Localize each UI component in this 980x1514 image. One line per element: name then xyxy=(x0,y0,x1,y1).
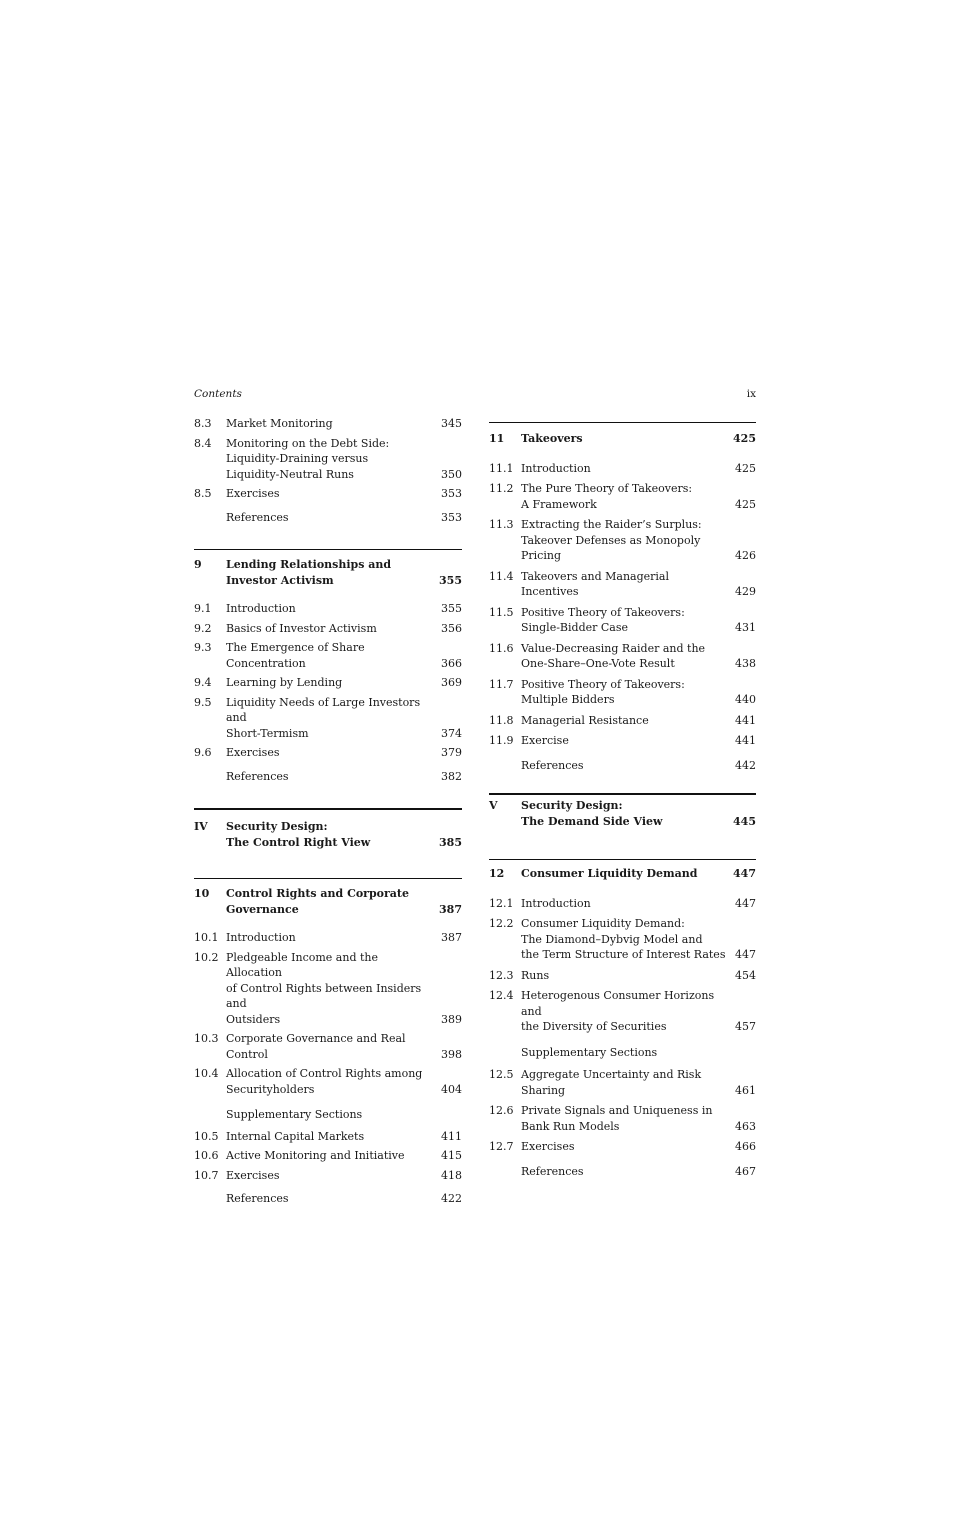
toc-section-entry[interactable] xyxy=(194,675,462,691)
toc-section-entry[interactable] xyxy=(194,695,462,742)
entry-number: 8.5 xyxy=(194,487,212,500)
toc-section-entry[interactable] xyxy=(194,1031,462,1062)
entry-page-number: 438 xyxy=(735,657,756,670)
entry-number: 10.5 xyxy=(194,1129,219,1143)
entry-number: 9 xyxy=(194,558,202,571)
toc-section-entry[interactable] xyxy=(489,1103,756,1134)
entry-title: Allocation of Control Rights among Securityholders xyxy=(226,1067,423,1096)
toc-section-entry[interactable] xyxy=(489,758,756,774)
entry-page-number: 353 xyxy=(441,487,462,500)
entry-title: Introduction xyxy=(226,931,296,944)
toc-section-entry[interactable] xyxy=(489,896,756,912)
chapter-divider-rule xyxy=(194,878,462,879)
entry-page-number: 441 xyxy=(735,713,756,727)
entry-page-number: 425 xyxy=(733,432,756,445)
toc-section-entry[interactable] xyxy=(194,601,462,617)
entry-title: Monitoring on the Debt Side: Liquidity-Draining versus Liquidity-Neutral Runs xyxy=(226,436,390,481)
entry-number: 12.1 xyxy=(489,896,514,910)
entry-page-number: 350 xyxy=(441,467,462,481)
entry-title: Value-Decreasing Raider and the One-Share–One-Vote Result xyxy=(521,641,706,670)
entry-number: 9.6 xyxy=(194,746,212,759)
toc-section-entry[interactable] xyxy=(194,436,462,483)
entry-page-number: 467 xyxy=(735,1164,756,1178)
toc-section-entry[interactable] xyxy=(194,1129,462,1145)
entry-number: 11.6 xyxy=(489,641,514,655)
toc-chapter-entry[interactable] xyxy=(194,819,462,850)
entry-title: References xyxy=(521,1164,584,1178)
entry-title: Learning by Lending xyxy=(226,676,343,689)
entry-title: Control Rights and Corporate Governance xyxy=(226,887,409,916)
entry-page-number: 355 xyxy=(441,602,462,615)
entry-page-number: 356 xyxy=(441,621,462,635)
page-number: ix xyxy=(746,388,756,400)
toc-section-entry[interactable] xyxy=(489,1045,756,1061)
entry-number: 11 xyxy=(489,432,505,445)
entry-number: 12.6 xyxy=(489,1104,514,1117)
entry-title: Security Design: The Demand Side View xyxy=(521,799,663,828)
toc-chapter-entry[interactable] xyxy=(194,886,462,917)
entry-page-number: 415 xyxy=(441,1149,462,1162)
entry-number: 10 xyxy=(194,887,210,900)
entry-title: Extracting the Raider’s Surplus: Takeover Defenses as Monopoly Pricing xyxy=(521,518,702,562)
toc-section-entry[interactable] xyxy=(489,605,756,636)
entry-title: Lending Relationships and Investor Activism xyxy=(226,558,392,587)
entry-title: Exercises xyxy=(226,1168,280,1182)
entry-number: 11.3 xyxy=(489,518,514,531)
toc-section-entry[interactable] xyxy=(489,1164,756,1180)
toc-section-entry[interactable] xyxy=(194,486,462,502)
entry-number: 10.1 xyxy=(194,931,219,944)
entry-title: Pledgeable Income and the Allocation of Control Rights between Insiders and Outsiders xyxy=(226,950,422,1026)
entry-page-number: 422 xyxy=(441,1192,462,1205)
entry-title: References xyxy=(226,510,289,524)
entry-page-number: 429 xyxy=(735,585,756,598)
entry-page-number: 389 xyxy=(441,1012,462,1026)
entry-page-number: 387 xyxy=(441,931,462,944)
entry-title: The Emergence of Share Concentration xyxy=(226,641,365,670)
entry-page-number: 387 xyxy=(439,902,462,916)
entry-page-number: 426 xyxy=(735,549,756,562)
entry-title: Introduction xyxy=(226,602,296,615)
entry-number: 9.5 xyxy=(194,695,212,709)
toc-section-entry[interactable] xyxy=(194,640,462,671)
entry-title: Market Monitoring xyxy=(226,417,333,430)
entry-number: 11.7 xyxy=(489,677,514,691)
entry-title: Liquidity Needs of Large Investors and Short-Termism xyxy=(226,695,421,740)
entry-page-number: 411 xyxy=(441,1129,462,1143)
toc-section-entry[interactable] xyxy=(489,988,756,1035)
entry-page-number: 441 xyxy=(735,734,756,747)
toc-section-entry[interactable] xyxy=(489,968,756,984)
entry-page-number: 442 xyxy=(735,758,756,772)
entry-number: 11.2 xyxy=(489,482,514,495)
entry-number: 12.5 xyxy=(489,1068,514,1081)
entry-title: Active Monitoring and Initiative xyxy=(226,1149,405,1162)
toc-section-entry[interactable] xyxy=(489,641,756,672)
entry-title: Runs xyxy=(521,968,550,982)
entry-number: 11.1 xyxy=(489,461,514,475)
toc-section-entry[interactable] xyxy=(489,713,756,729)
entry-number: 9.2 xyxy=(194,621,212,635)
toc-section-entry[interactable] xyxy=(489,461,756,477)
entry-title: Internal Capital Markets xyxy=(226,1129,365,1143)
entry-title: Private Signals and Uniqueness in Bank Run Models xyxy=(521,1104,713,1133)
entry-title: Consumer Liquidity Demand xyxy=(521,867,698,880)
entry-title: Managerial Resistance xyxy=(521,713,649,727)
toc-section-entry[interactable] xyxy=(194,1168,462,1184)
entry-number: 11.5 xyxy=(489,605,514,619)
entry-number: 9.1 xyxy=(194,602,212,615)
part-divider-rule xyxy=(489,793,756,795)
entry-number: 11.4 xyxy=(489,569,514,583)
entry-page-number: 454 xyxy=(735,968,756,982)
entry-title: Security Design: The Control Right View xyxy=(226,820,371,849)
entry-title: Supplementary Sections xyxy=(521,1045,658,1059)
entry-number: 12.3 xyxy=(489,968,514,982)
entry-title: Introduction xyxy=(521,896,591,910)
entry-page-number: 447 xyxy=(735,896,756,910)
toc-section-entry[interactable] xyxy=(489,916,756,963)
entry-title: References xyxy=(226,1192,289,1205)
entry-number: IV xyxy=(194,820,208,833)
entry-number: 11.8 xyxy=(489,713,514,727)
entry-page-number: 445 xyxy=(733,814,756,828)
toc-section-entry[interactable] xyxy=(489,677,756,708)
entry-title: Exercises xyxy=(226,746,280,759)
entry-page-number: 425 xyxy=(735,497,756,511)
entry-title: Consumer Liquidity Demand: The Diamond–Dybvig Model and the Term Structure of Interest Rates xyxy=(521,917,726,961)
toc-chapter-entry[interactable] xyxy=(489,431,756,447)
entry-title: References xyxy=(226,769,289,783)
toc-section-entry[interactable] xyxy=(194,1148,462,1164)
entry-page-number: 463 xyxy=(735,1119,756,1133)
toc-chapter-entry[interactable] xyxy=(489,866,756,882)
entry-page-number: 431 xyxy=(735,621,756,634)
entry-page-number: 457 xyxy=(735,1020,756,1033)
toc-section-entry[interactable] xyxy=(489,481,756,512)
chapter-divider-rule xyxy=(194,549,462,550)
toc-section-entry[interactable] xyxy=(489,569,756,600)
toc-section-entry[interactable] xyxy=(194,510,462,526)
toc-section-entry[interactable] xyxy=(489,517,756,564)
entry-page-number: 425 xyxy=(735,461,756,475)
toc-left-column xyxy=(194,416,462,1207)
entry-page-number: 382 xyxy=(441,769,462,783)
entry-number: 10.3 xyxy=(194,1032,219,1045)
entry-page-number: 374 xyxy=(441,726,462,740)
toc-section-entry[interactable] xyxy=(194,621,462,637)
entry-page-number: 447 xyxy=(733,867,756,880)
entry-title: Introduction xyxy=(521,461,591,475)
entry-title: Basics of Investor Activism xyxy=(226,621,377,635)
entry-page-number: 398 xyxy=(441,1047,462,1061)
toc-section-entry[interactable] xyxy=(194,1107,462,1123)
entry-title: Exercise xyxy=(521,734,569,747)
toc-section-entry[interactable] xyxy=(194,1191,462,1207)
entry-page-number: 353 xyxy=(441,510,462,524)
entry-title: References xyxy=(521,758,584,772)
toc-section-entry[interactable] xyxy=(194,416,462,432)
entry-number: 12 xyxy=(489,867,505,880)
toc-section-entry[interactable] xyxy=(194,769,462,785)
toc-section-entry[interactable] xyxy=(489,1139,756,1155)
entry-title: Exercises xyxy=(521,1140,575,1153)
entry-page-number: 418 xyxy=(441,1168,462,1182)
entry-title: Aggregate Uncertainty and Risk Sharing xyxy=(521,1068,702,1097)
entry-title: The Pure Theory of Takeovers: A Framework xyxy=(521,482,693,511)
entry-number: 12.2 xyxy=(489,917,514,930)
part-divider-rule xyxy=(194,808,462,810)
entry-page-number: 366 xyxy=(441,656,462,670)
entry-page-number: 379 xyxy=(441,746,462,759)
chapter-divider-rule xyxy=(489,859,756,860)
entry-number: 8.4 xyxy=(194,436,212,450)
entry-title: Exercises xyxy=(226,487,280,500)
entry-number: 10.6 xyxy=(194,1149,219,1162)
toc-section-entry[interactable] xyxy=(194,950,462,1028)
toc-right-column xyxy=(489,416,756,1179)
entry-number: V xyxy=(489,799,498,812)
entry-title: Corporate Governance and Real Control xyxy=(226,1032,406,1061)
toc-chapter-entry[interactable] xyxy=(194,557,462,588)
entry-number: 12.7 xyxy=(489,1140,514,1153)
entry-page-number: 345 xyxy=(441,417,462,430)
entry-number: 11.9 xyxy=(489,734,514,747)
toc-section-entry[interactable] xyxy=(489,1067,756,1098)
entry-number: 9.4 xyxy=(194,676,212,689)
entry-title: Takeovers xyxy=(521,432,583,445)
entry-title: Positive Theory of Takeovers: Multiple Bidders xyxy=(521,677,685,706)
entry-page-number: 447 xyxy=(735,948,756,961)
entry-page-number: 385 xyxy=(439,835,462,849)
entry-title: Supplementary Sections xyxy=(226,1108,363,1121)
toc-section-entry[interactable] xyxy=(194,930,462,946)
running-header-title: Contents xyxy=(194,388,242,400)
entry-title: Positive Theory of Takeovers: Single-Bidder Case xyxy=(521,605,685,634)
entry-page-number: 466 xyxy=(735,1140,756,1153)
chapter-divider-rule xyxy=(489,422,756,423)
running-header xyxy=(194,388,756,404)
entry-title: Takeovers and Managerial Incentives xyxy=(521,569,670,598)
entry-number: 10.7 xyxy=(194,1168,219,1182)
entry-number: 10.4 xyxy=(194,1067,219,1080)
entry-title: Heterogenous Consumer Horizons and the Diversity of Securities xyxy=(521,989,715,1033)
toc-section-entry[interactable] xyxy=(194,745,462,761)
entry-page-number: 461 xyxy=(735,1083,756,1097)
toc-section-entry[interactable] xyxy=(489,733,756,749)
entry-page-number: 404 xyxy=(441,1082,462,1096)
entry-page-number: 369 xyxy=(441,676,462,689)
toc-section-entry[interactable] xyxy=(194,1066,462,1097)
entry-number: 10.2 xyxy=(194,950,219,964)
entry-page-number: 355 xyxy=(439,573,462,587)
entry-number: 9.3 xyxy=(194,641,212,654)
entry-number: 12.4 xyxy=(489,989,514,1002)
entry-page-number: 440 xyxy=(735,693,756,706)
toc-chapter-entry[interactable] xyxy=(489,798,756,829)
entry-number: 8.3 xyxy=(194,417,212,430)
